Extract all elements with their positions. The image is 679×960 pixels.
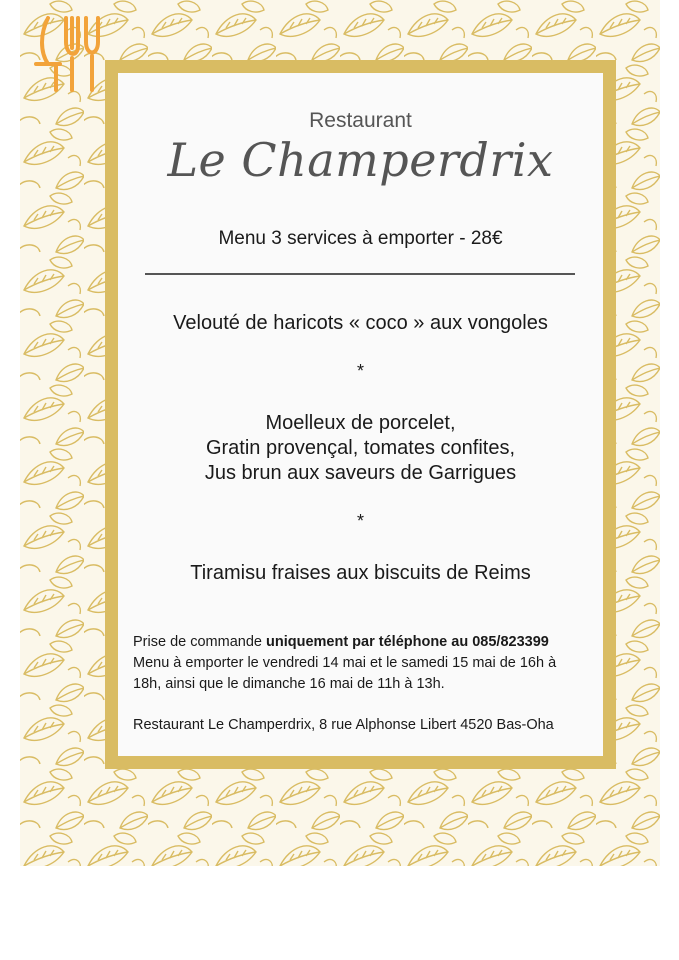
restaurant-title: Le Champerdrix xyxy=(167,133,554,187)
divider xyxy=(145,273,575,275)
starter-dish: Velouté de haricots « coco » aux vongoles xyxy=(173,312,548,334)
menu-frame xyxy=(105,60,616,769)
separator-star: * xyxy=(356,361,364,381)
dessert-dish: Tiramisu fraises aux biscuits de Reims xyxy=(190,562,531,584)
address-info: Restaurant Le Champerdrix, 8 rue Alphonse Libert 4520 Bas-Oha xyxy=(133,717,554,733)
menu-sheet xyxy=(20,0,660,866)
fork-and-glass-logo-icon xyxy=(34,12,106,94)
order-prefix: Prise de commande xyxy=(133,634,266,650)
separator-star: * xyxy=(356,511,364,531)
menu-price-line: Menu 3 services à emporter - 28€ xyxy=(218,228,503,249)
main-dish-line-3: Jus brun aux saveurs de Garrigues xyxy=(204,462,517,484)
pickup-info: Menu à emporter le vendredi 14 mai et le samedi 15 mai de 16h à 18h, ainsi que le dimanche 16 mai de 11h à 13h. xyxy=(133,655,557,692)
menu-card xyxy=(118,73,603,756)
restaurant-subtitle: Restaurant xyxy=(309,109,412,132)
order-info xyxy=(133,632,585,653)
main-dish-line-2: Gratin provençal, tomates confites, xyxy=(205,437,516,459)
main-dish-line-1: Moelleux de porcelet, xyxy=(265,412,456,434)
order-phone: uniquement par téléphone au 085/823399 xyxy=(265,634,549,650)
